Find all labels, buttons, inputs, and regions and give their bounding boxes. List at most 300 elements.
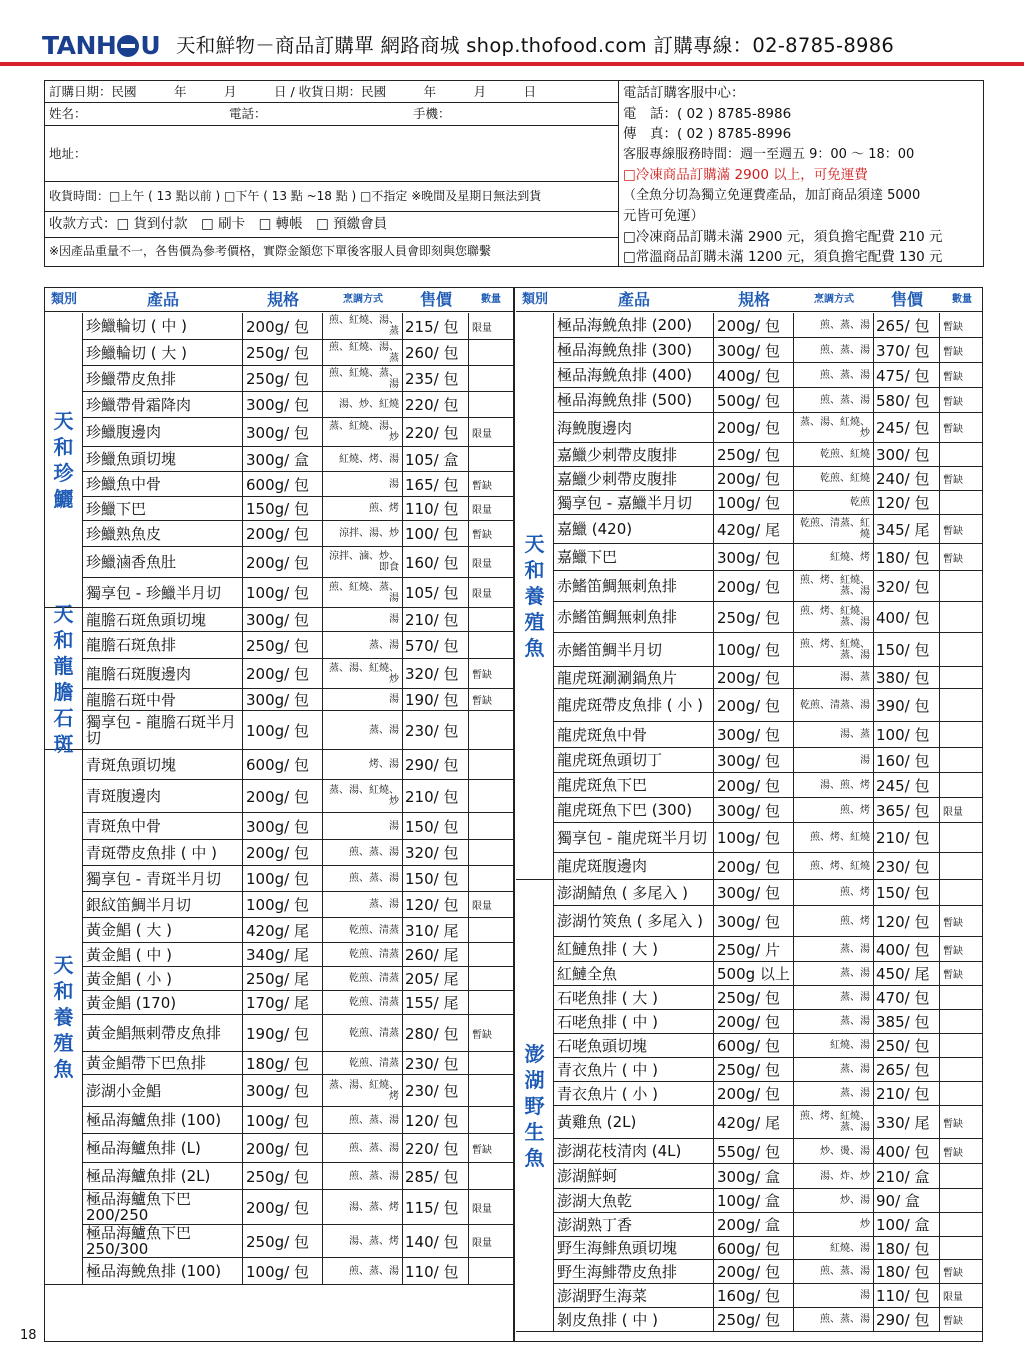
product-row[interactable] [554, 338, 983, 363]
stock-status[interactable] [469, 1258, 509, 1284]
shipping-fee-ambient[interactable]: □常溫商品訂購未滿 1200 元，須負擔宅配費 130 元 [623, 249, 943, 265]
product-row[interactable] [554, 1189, 983, 1213]
product-name: 澎湖花枝清肉 (4L) [554, 1139, 714, 1163]
stock-status[interactable] [940, 773, 980, 797]
stock-status[interactable]: 限量 [943, 806, 963, 818]
stock-status[interactable]: 限量 [472, 901, 492, 912]
product-price: 120/ 包 [403, 1107, 469, 1133]
page-number: 18 [20, 1328, 37, 1343]
product-spec: 100g/ 包 [714, 491, 794, 514]
product-price: 390/ 包 [874, 689, 940, 721]
stock-status[interactable]: 暫缺 [943, 1118, 963, 1130]
product-row[interactable] [83, 313, 513, 340]
stock-status[interactable] [940, 1213, 980, 1236]
product-row[interactable] [83, 447, 513, 472]
service-hours: 客服專線服務時間：週一至週五 9：00 ～ 18：00 [623, 146, 915, 162]
disclaimer: ※因產品重量不一，各售價為參考價格，實際金額您下單後客服人員會即刻與您聯繫 [49, 244, 492, 258]
stock-status[interactable]: 暫缺 [943, 525, 963, 537]
stock-status[interactable] [469, 1075, 509, 1106]
product-name: 石咾魚頭切塊 [554, 1034, 714, 1057]
product-row[interactable] [554, 853, 983, 880]
product-row[interactable] [83, 689, 513, 711]
product-name: 極品海鱸魚下巴 250/300 [83, 1225, 243, 1257]
product-name: 澎湖熟丁香 [554, 1213, 714, 1236]
stock-status[interactable]: 暫缺 [943, 346, 963, 358]
stock-status[interactable]: 限量 [472, 322, 492, 334]
stock-status[interactable] [940, 986, 980, 1009]
product-row[interactable] [83, 472, 513, 497]
product-name: 珍鱲腹邊肉 [83, 418, 243, 446]
stock-status[interactable]: 暫缺 [472, 530, 492, 541]
product-row[interactable] [554, 1237, 983, 1260]
header-category: 類別 [50, 292, 77, 307]
product-row[interactable] [554, 1164, 983, 1189]
stock-status[interactable] [469, 632, 509, 658]
product-price: 210/ 盒 [874, 1164, 940, 1188]
product-row[interactable] [554, 722, 983, 748]
product-row[interactable] [554, 689, 983, 722]
name-phone-row[interactable] [45, 103, 618, 126]
product-spec: 150g/ 包 [243, 497, 323, 520]
product-spec: 100g/ 包 [243, 578, 323, 607]
cooking-method: 炒、湯 [794, 1189, 874, 1212]
stock-status[interactable] [940, 880, 980, 905]
header-price: 售價 [419, 290, 452, 309]
product-name: 珍鱲滷香魚肚 [83, 547, 243, 577]
cooking-method: 乾煎、清蒸、紅燒 [794, 515, 874, 543]
product-spec: 250g/ 包 [243, 1163, 323, 1189]
product-row[interactable] [554, 962, 983, 986]
product-name: 黃金鯧 ( 小 ) [83, 967, 243, 990]
product-row[interactable] [83, 866, 513, 892]
product-row[interactable] [83, 991, 513, 1015]
product-price: 250/ 包 [874, 1034, 940, 1057]
stock-status[interactable]: 暫缺 [472, 670, 492, 681]
product-price: 320/ 包 [403, 840, 469, 865]
product-spec: 250g/ 包 [243, 366, 323, 391]
product-row[interactable] [83, 967, 513, 991]
header-divider [0, 62, 1024, 66]
product-name: 紅鰱魚排 ( 大 ) [554, 937, 714, 961]
product-price: 180/ 包 [874, 1260, 940, 1283]
stock-status[interactable]: 限量 [472, 589, 492, 600]
product-name: 黃雞魚 (2L) [554, 1106, 714, 1138]
stock-status[interactable] [469, 608, 509, 631]
product-row[interactable] [83, 1075, 513, 1107]
product-row[interactable] [554, 602, 983, 633]
product-row[interactable] [83, 521, 513, 547]
product-name: 極品海鮸魚排 (100) [83, 1258, 243, 1284]
cooking-method: 湯、炸、炒 [794, 1164, 874, 1188]
product-spec: 300g/ 包 [714, 338, 794, 362]
product-spec: 250g/ 尾 [243, 967, 323, 990]
logo-o-icon [117, 35, 139, 57]
product-row[interactable] [554, 413, 983, 443]
stock-status[interactable]: 暫缺 [472, 1029, 492, 1041]
product-name: 澎湖鯖魚 ( 多尾入 ) [554, 880, 714, 905]
product-spec: 100g/ 包 [714, 823, 794, 852]
stock-status[interactable] [940, 853, 980, 879]
product-row[interactable] [554, 388, 983, 413]
product-row[interactable] [554, 1034, 983, 1058]
stock-status[interactable] [469, 392, 509, 417]
product-name: 獨享包 - 青斑半月切 [83, 866, 243, 891]
product-spec: 250g/ 包 [714, 1058, 794, 1081]
stock-status[interactable] [469, 340, 509, 365]
product-name: 黃金鯧 ( 中 ) [83, 943, 243, 966]
stock-status[interactable] [469, 813, 509, 839]
order-form-fields [45, 81, 619, 266]
product-row[interactable] [83, 840, 513, 866]
product-spec: 300g/ 包 [243, 1075, 323, 1106]
product-price: 160/ 包 [874, 748, 940, 772]
cooking-method: 蒸、湯、紅燒、炒 [323, 780, 403, 812]
stock-status[interactable] [469, 943, 509, 966]
product-price: 120/ 包 [874, 491, 940, 514]
product-price: 140/ 包 [403, 1225, 469, 1257]
product-price: 210/ 包 [874, 823, 940, 852]
product-name: 極品海鮸魚排 (300) [554, 338, 714, 362]
product-price: 230/ 包 [874, 853, 940, 879]
cooking-method: 煎、烤 [794, 906, 874, 936]
product-spec: 300g/ 包 [714, 544, 794, 570]
product-price: 320/ 包 [874, 571, 940, 601]
cooking-method: 煎、蒸、湯 [794, 363, 874, 387]
stock-status[interactable] [940, 1237, 980, 1259]
product-price: 160/ 包 [403, 547, 469, 577]
product-spec: 200g/ 包 [243, 1134, 323, 1162]
product-price: 470/ 包 [874, 986, 940, 1009]
product-row[interactable] [83, 1052, 513, 1075]
table-header-right [516, 288, 983, 312]
cooking-method: 蒸、湯、紅燒、炒 [794, 413, 874, 442]
cooking-method: 蒸、湯、紅燒、炒 [323, 659, 403, 688]
product-price: 365/ 包 [874, 798, 940, 822]
cooking-method: 蒸、湯 [794, 1058, 874, 1081]
stock-status[interactable] [469, 780, 509, 812]
product-row[interactable] [554, 363, 983, 388]
stock-status[interactable] [469, 711, 509, 749]
cooking-method: 湯、蒸 [794, 667, 874, 688]
product-row[interactable] [83, 1258, 513, 1285]
stock-status[interactable] [940, 823, 980, 852]
stock-status[interactable] [469, 366, 509, 391]
product-row[interactable] [554, 571, 983, 602]
stock-status[interactable] [940, 748, 980, 772]
product-spec: 200g/ 包 [243, 659, 323, 688]
product-row[interactable] [83, 1107, 513, 1134]
shipping-fee-frozen[interactable]: □冷凍商品訂購未滿 2900 元，須負擔宅配費 210 元 [623, 228, 943, 245]
stock-status[interactable] [940, 633, 980, 666]
product-row[interactable] [83, 340, 513, 366]
product-spec: 200g/ 包 [714, 467, 794, 490]
product-row[interactable] [83, 608, 513, 632]
product-row[interactable] [554, 443, 983, 467]
stock-status[interactable]: 暫缺 [943, 371, 963, 383]
product-row[interactable] [554, 667, 983, 689]
product-name: 黃金鯧無刺帶皮魚排 [83, 1015, 243, 1051]
stock-status[interactable] [940, 1010, 980, 1033]
cooking-method: 蒸、湯 [794, 1082, 874, 1105]
product-spec: 600g/ 包 [243, 750, 323, 779]
product-row[interactable] [554, 1308, 983, 1332]
product-row[interactable] [83, 1190, 513, 1225]
cooking-method: 紅燒、烤、湯 [323, 447, 403, 471]
product-spec: 250g/ 包 [243, 1225, 323, 1257]
product-spec: 420g/ 尾 [243, 918, 323, 942]
product-name: 珍鱲魚頭切塊 [83, 447, 243, 471]
cooking-method: 煎、紅燒、湯、蒸 [323, 340, 403, 365]
product-row[interactable] [554, 1010, 983, 1034]
stock-status[interactable] [940, 1189, 980, 1212]
product-price: 120/ 包 [874, 906, 940, 936]
product-row[interactable] [83, 711, 513, 750]
product-name: 極品海鱸魚排 (L) [83, 1134, 243, 1162]
order-date-row[interactable]: 訂購日期：民國 年 月 日 / 收貨日期：民國 年 月 日 [45, 81, 618, 103]
product-row[interactable] [83, 1015, 513, 1052]
product-price: 235/ 包 [403, 366, 469, 391]
product-row[interactable] [554, 544, 983, 571]
product-row[interactable] [554, 467, 983, 491]
product-price: 190/ 包 [403, 689, 469, 710]
stock-status[interactable]: 暫缺 [472, 696, 492, 707]
stock-status[interactable] [940, 1082, 980, 1105]
product-name: 獨享包 - 嘉鱲半月切 [554, 491, 714, 514]
product-spec: 400g/ 包 [714, 363, 794, 387]
product-spec: 200g/ 盒 [714, 1213, 794, 1236]
category-label: 天和珍鱺 [45, 313, 83, 608]
product-price: 400/ 包 [874, 1139, 940, 1163]
product-row[interactable] [83, 578, 513, 608]
product-spec: 420g/ 尾 [714, 515, 794, 543]
product-row[interactable] [83, 392, 513, 418]
stock-status[interactable]: 暫缺 [943, 475, 963, 486]
stock-status[interactable] [940, 602, 980, 632]
product-spec: 300g/ 包 [714, 798, 794, 822]
product-name: 珍鱲帶皮魚排 [83, 366, 243, 391]
product-row[interactable] [554, 823, 983, 853]
product-price: 230/ 包 [403, 711, 469, 749]
delivery-time-row[interactable]: 收貨時間：□上午 ( 13 點以前 ) □下午 ( 13 點 ~18 點 ) □不指定 ※晚間及星期日無法到貨 [45, 182, 618, 212]
product-row[interactable] [554, 937, 983, 962]
product-name: 野生海鯡帶皮魚排 [554, 1260, 714, 1283]
product-table [44, 287, 983, 1342]
product-row[interactable] [83, 632, 513, 659]
product-price: 260/ 尾 [403, 943, 469, 966]
stock-status[interactable]: 暫缺 [943, 321, 963, 333]
stock-status[interactable]: 限量 [943, 1292, 963, 1303]
stock-status[interactable] [469, 866, 509, 891]
product-price: 150/ 包 [403, 813, 469, 839]
header [0, 0, 1024, 66]
product-row[interactable] [83, 659, 513, 689]
product-spec: 200g/ 包 [243, 1190, 323, 1224]
product-name: 龍虎斑魚中骨 [554, 722, 714, 747]
cooking-method: 湯 [323, 689, 403, 710]
product-name: 龍虎斑涮涮鍋魚片 [554, 667, 714, 688]
product-row[interactable] [554, 798, 983, 823]
stock-status[interactable] [469, 967, 509, 990]
stock-status[interactable]: 暫缺 [472, 480, 492, 492]
stock-status[interactable] [940, 491, 980, 514]
product-row[interactable] [83, 366, 513, 392]
cooking-method: 煎、蒸、湯 [323, 840, 403, 865]
cooking-method: 烤、湯 [323, 750, 403, 779]
stock-status[interactable]: 暫缺 [943, 553, 963, 565]
product-row[interactable] [83, 497, 513, 521]
stock-status[interactable] [469, 840, 509, 865]
product-row[interactable] [83, 1134, 513, 1163]
stock-status[interactable]: 暫缺 [943, 1147, 963, 1159]
stock-status[interactable] [469, 750, 509, 779]
product-name: 銀紋笛鯛半月切 [83, 892, 243, 917]
product-name: 極品海鮸魚排 (200) [554, 313, 714, 337]
stock-status[interactable] [940, 689, 980, 721]
product-price: 155/ 尾 [403, 991, 469, 1014]
product-row[interactable] [554, 880, 983, 906]
product-row[interactable] [83, 750, 513, 780]
cooking-method: 湯、蒸、烤 [323, 1225, 403, 1257]
product-spec: 300g/ 包 [714, 722, 794, 747]
header-method: 烹調方式 [343, 294, 383, 305]
product-spec: 200g/ 包 [714, 571, 794, 601]
stock-status[interactable]: 暫缺 [943, 917, 963, 929]
product-price: 370/ 包 [874, 338, 940, 362]
stock-status[interactable] [940, 1058, 980, 1081]
product-row[interactable] [554, 1213, 983, 1237]
stock-status[interactable] [469, 991, 509, 1014]
free-shipping-note[interactable]: □冷凍商品訂購滿 2900 以上，可免運費 [623, 167, 868, 183]
stock-status[interactable]: 限量 [472, 1203, 492, 1215]
header-spec: 規格 [266, 290, 299, 309]
cooking-method: 煎、烤、紅燒 [794, 853, 874, 879]
product-price: 475/ 包 [874, 363, 940, 387]
service-info [621, 81, 983, 266]
stock-status[interactable] [469, 918, 509, 942]
stock-status[interactable]: 限量 [472, 505, 492, 516]
address-row[interactable]: 地址： [45, 126, 618, 182]
stock-status[interactable] [469, 447, 509, 471]
product-spec: 300g/ 包 [243, 689, 323, 710]
cooking-method: 蒸、湯 [794, 1010, 874, 1033]
cooking-method: 乾煎、清蒸 [323, 943, 403, 966]
product-price: 310/ 尾 [403, 918, 469, 942]
cooking-method: 蒸、湯 [323, 892, 403, 917]
stock-status[interactable]: 限量 [472, 558, 492, 570]
payment-method-row[interactable]: 收款方式：□ 貨到付款 □ 刷卡 □ 轉帳 □ 預繳會員 [45, 212, 618, 238]
stock-status[interactable] [940, 571, 980, 601]
product-spec: 300g/ 包 [243, 392, 323, 417]
cooking-method: 乾煎 [794, 491, 874, 514]
product-row[interactable] [554, 491, 983, 515]
product-price: 110/ 包 [403, 1258, 469, 1284]
product-price: 280/ 包 [403, 1015, 469, 1051]
cooking-method: 乾煎、清蒸 [323, 967, 403, 990]
product-name: 黃金鯧帶下巴魚排 [83, 1052, 243, 1074]
stock-status[interactable]: 暫缺 [943, 424, 963, 435]
product-spec: 420g/ 尾 [714, 1106, 794, 1138]
product-row[interactable] [554, 1106, 983, 1139]
stock-status[interactable]: 暫缺 [943, 396, 963, 408]
stock-status[interactable] [940, 667, 980, 688]
product-price: 100/ 包 [874, 722, 940, 747]
product-row[interactable] [554, 1260, 983, 1284]
header-qty: 數量 [952, 294, 972, 305]
stock-status[interactable] [940, 1164, 980, 1188]
product-row[interactable] [83, 943, 513, 967]
service-phone: 電 話：( 02 ) 8785-8986 [623, 105, 792, 122]
product-spec: 250g/ 包 [243, 632, 323, 658]
product-name: 澎湖鮮蚵 [554, 1164, 714, 1188]
product-row[interactable] [554, 1082, 983, 1106]
product-row[interactable] [83, 892, 513, 918]
product-row[interactable] [554, 1284, 983, 1308]
cooking-method: 煎、烤、紅燒、蒸、湯 [794, 633, 874, 666]
product-price: 150/ 包 [403, 866, 469, 891]
product-row[interactable] [83, 813, 513, 840]
product-spec: 600g/ 包 [714, 1034, 794, 1057]
stock-status[interactable]: 暫缺 [943, 1268, 963, 1279]
product-row[interactable] [554, 633, 983, 667]
product-spec: 250g/ 包 [714, 1308, 794, 1331]
product-name: 極品海鮸魚排 (500) [554, 388, 714, 412]
product-row[interactable] [554, 1139, 983, 1164]
cooking-method: 煎、烤、紅燒、蒸、湯 [794, 571, 874, 601]
stock-status[interactable]: 暫缺 [472, 1144, 492, 1156]
stock-status[interactable]: 限量 [472, 1237, 492, 1249]
product-row[interactable] [83, 418, 513, 447]
product-spec: 200g/ 包 [714, 413, 794, 442]
cooking-method: 乾煎、紅燒 [794, 443, 874, 466]
product-row[interactable] [554, 313, 983, 338]
stock-status[interactable] [940, 722, 980, 747]
product-row[interactable] [554, 773, 983, 798]
category-label: 天和龍膽石斑 [45, 608, 83, 750]
product-row[interactable] [554, 748, 983, 773]
product-row[interactable] [83, 547, 513, 578]
cooking-method: 煎、烤、紅燒、蒸、湯 [794, 1106, 874, 1138]
product-row[interactable] [83, 1163, 513, 1190]
product-name: 極品海鮸魚排 (400) [554, 363, 714, 387]
stock-status[interactable]: 限量 [472, 428, 492, 440]
stock-status[interactable] [940, 1034, 980, 1057]
stock-status[interactable] [469, 1107, 509, 1133]
product-row[interactable] [554, 1058, 983, 1082]
product-row[interactable] [83, 780, 513, 813]
product-name: 龍膽石斑魚排 [83, 632, 243, 658]
product-row[interactable] [83, 918, 513, 943]
stock-status[interactable] [469, 1163, 509, 1189]
product-spec: 250g/ 包 [714, 986, 794, 1009]
product-row[interactable] [554, 986, 983, 1010]
product-name: 龍膽石斑中骨 [83, 689, 243, 710]
stock-status[interactable] [469, 1052, 509, 1074]
product-name: 獨享包 - 珍鱲半月切 [83, 578, 243, 607]
table-header-left [45, 288, 513, 312]
product-price: 100/ 包 [403, 521, 469, 546]
product-row[interactable] [83, 1225, 513, 1258]
stock-status[interactable]: 暫缺 [943, 970, 963, 981]
cooking-method: 煎、蒸、湯 [323, 1107, 403, 1133]
stock-status[interactable]: 暫缺 [943, 945, 963, 957]
product-row[interactable] [554, 906, 983, 937]
product-row[interactable] [554, 515, 983, 544]
product-name: 獨享包 - 龍膽石斑半月切 [83, 711, 243, 749]
product-spec: 250g/ 包 [714, 602, 794, 632]
stock-status[interactable] [940, 443, 980, 466]
product-price: 120/ 包 [403, 892, 469, 917]
stock-status[interactable]: 暫缺 [943, 1316, 963, 1327]
